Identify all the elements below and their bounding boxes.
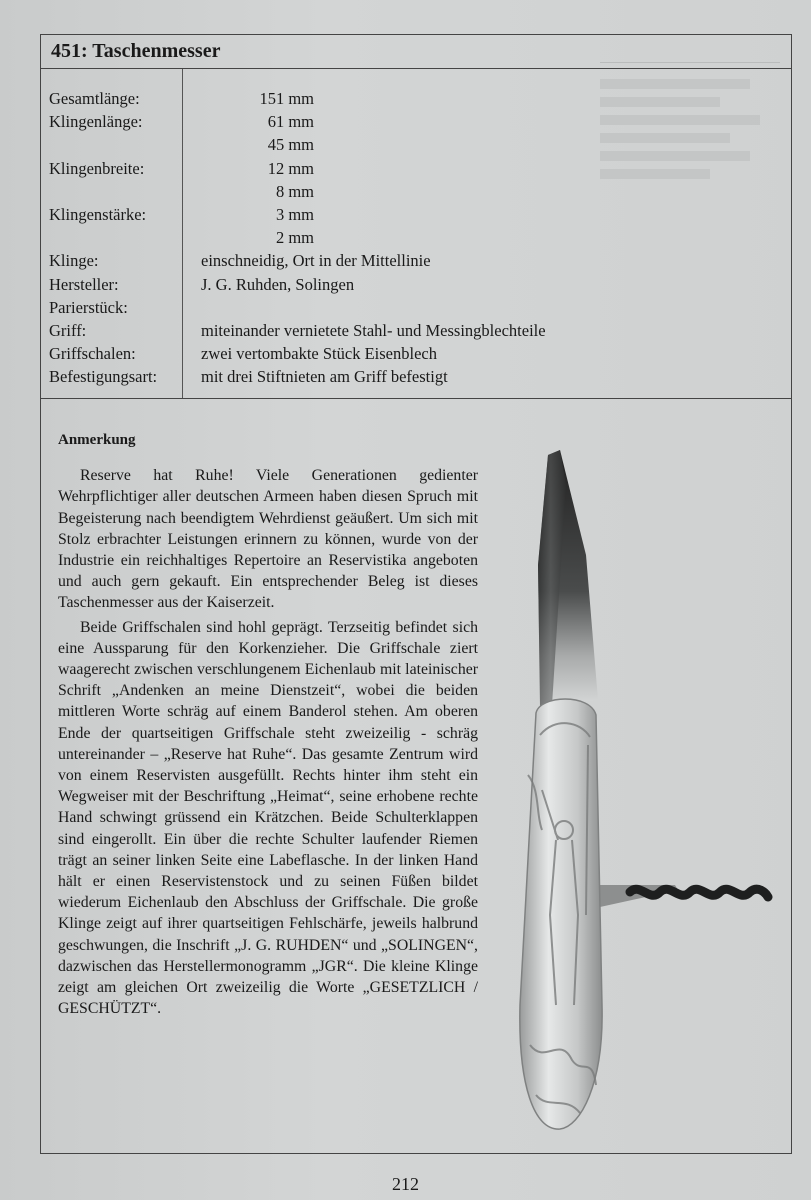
spec-value: J. G. Ruhden, Solingen xyxy=(201,274,355,294)
note-section xyxy=(58,430,478,1019)
spec-label: Parierstück: xyxy=(49,297,128,317)
spec-value: 151 mm xyxy=(259,89,314,108)
spec-label: Griff: xyxy=(49,321,87,340)
spec-value: 61 mm xyxy=(267,112,314,132)
corkscrew xyxy=(630,889,768,897)
spec-label: Klingenlänge: xyxy=(49,112,143,132)
knife-photo xyxy=(500,445,790,1135)
spec-value: einschneidig, Ort in der Mittellinie xyxy=(201,251,431,271)
note-heading: Anmerkung xyxy=(58,432,136,448)
spec-label: Gesamtlänge: xyxy=(49,89,140,108)
handle-shape xyxy=(520,699,602,1129)
page-number: 212 xyxy=(392,1174,419,1194)
spec-value: mit drei Stiftnieten am Griff befestigt xyxy=(201,367,448,387)
spec-label: Klingenbreite: xyxy=(49,158,145,178)
spec-value: zwei vertombakte Stück Eisenblech xyxy=(201,344,437,364)
spec-value: 2 mm xyxy=(275,228,314,248)
spec-value: 3 mm xyxy=(275,205,314,224)
spec-label: Klingenstärke: xyxy=(49,205,147,224)
spec-label: Griffschalen: xyxy=(49,344,136,364)
spec-label: Klinge: xyxy=(49,251,99,271)
spec-value: 8 mm xyxy=(275,181,314,201)
spec-label: Hersteller: xyxy=(49,274,119,294)
specs-table xyxy=(41,69,791,399)
spec-value: 45 mm xyxy=(267,135,314,155)
spec-label: Befestigungsart: xyxy=(49,367,158,387)
spec-value: 12 mm xyxy=(267,158,314,178)
note-paragraph: Reserve hat Ruhe! Viele Generationen gedienter Wehrpflichtiger aller deutschen Armeen haben diesen Spruch mit Begeisterung nach beendigtem Wehrdienst geäußert. Um sich mit Stolz erbrachter Leistungen erinnern zu können, wurde von der Industrie ein reichhaltiges Repertoire an Reservistika angeboten und auch gern gekauft. Ein entsprechender Beleg ist dieses Taschenmesser aus der Kaiserzeit. xyxy=(58,467,478,612)
spec-value: miteinander vernietete Stahl- und Messingblechteile xyxy=(201,321,546,340)
note-paragraph: Beide Griffschalen sind hohl geprägt. Terzseitig befindet sich eine Aussparung für den Korkenzieher. Die Griffschale ziert waagerecht zwischen verschlungenem Eichenlaub mit lateinischer Schrift „Andenken an meine Dienstzeit“, wobei die beiden mittleren Worte schräg auf einem Banderol stehen. Am oberen Ende der quartseitigen Griffschale steht zweizeilig - schräg untereinander – „Reserve hat Ruhe“. Das gesamte Zentrum wird von einem Reservisten ausgefüllt. Rechts hinter ihm steht ein Wegweiser mit der Beschriftung „Heimat“, seine erhobene rechte Hand schwingt grüssend ein Krätzchen. Beide Schulterklappen sind eingerollt. Ein über die rechte Schulter laufender Riemen trägt an seiner linken Seite eine Labeflasche. In der linken Hand hält er einen Reservistenstock und zu seinen Füßen bildet wiederum Eichenlaub den Abschluss der Griffschale. Die große Klinge zeigt auf ihrer quartseitigen Fehlschärfe, jeweils halbrund geschwungen, die Inschrift „J. G. RUHDEN“ und „SOLINGEN“, dazwischen das Herstellermonogramm „JGR“. Die kleine Klinge zeigt am gleichen Ort zweizeilig die Worte „GESETZLICH / GESCHÜTZT“. xyxy=(58,618,478,1018)
item-title: 451: Taschenmesser xyxy=(41,35,791,69)
